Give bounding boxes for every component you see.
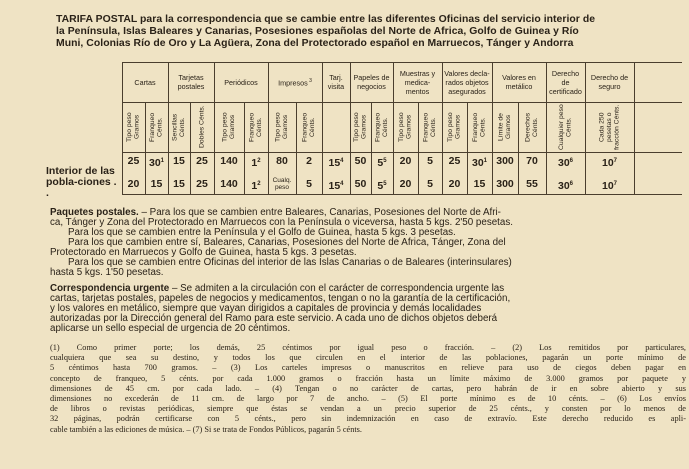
paquetes-paragraph: [50, 208, 682, 278]
table-cell-row2: 25: [196, 178, 208, 190]
table-cell-row1: 25: [127, 155, 140, 167]
table-cell-row2: $30^6$: [557, 180, 574, 191]
column-header: Cartas: [134, 77, 156, 87]
table-cell-row1: $5^5$: [377, 157, 387, 168]
column-subheader: Franqueo Cénts.: [422, 112, 437, 142]
table-cell-row2: $15^4$: [328, 180, 344, 191]
footnote-ref: 3: [307, 77, 312, 84]
paquetes-line: ca, Tánger y Zona del Protectorado en Marruecos con la Península o viceversa, hasta 5 kgs. 2'50 pesetas.: [50, 217, 513, 228]
column-subheader: Límite de Gramos: [497, 113, 512, 141]
table-cell-row1: 5: [427, 155, 433, 167]
document-title: [56, 14, 682, 51]
column-header: Derecho de seguro: [590, 73, 629, 91]
table-cell-row2: 55: [526, 178, 538, 190]
table-cell-row2: 15: [173, 178, 185, 190]
column-subheader: Tipo peso Gramos: [447, 112, 462, 142]
column-subheader: Tipo peso Gramos: [353, 112, 368, 142]
column-header: Tarjetas postales: [177, 73, 205, 91]
footnote-line: 32 páginas, podrán certificarse con 5 cénts., pero sin indemnización en caso de extravío. Este derecho reducido es apli-: [50, 414, 686, 424]
column-subheader: [323, 104, 349, 150]
table-rule: [122, 152, 682, 153]
urgente-line: autorizadas por la Dirección general del Ramo para este servicio. A cada uno de dichos objetos deberá: [50, 313, 498, 324]
table-cell-row1: 80: [276, 155, 288, 167]
urgente-line: aplicarse un sello especial de urgencia de 20 céntimos.: [50, 323, 291, 334]
table-cell-row1: 15: [173, 155, 185, 167]
footnote-line: dimensiones no excederán de 11 cm. de largo por 7 de ancho. – (5) El porte mínimo es de 10 cénts. – (6) Los envíos: [50, 394, 686, 404]
column-header: Muestras y medica-mentos: [399, 68, 436, 96]
table-cell-row1: $10^7$: [601, 157, 618, 168]
table-cell-row1: $30^6$: [557, 157, 574, 168]
table-cell-row2: 300: [496, 178, 514, 190]
table-cell-row2: 20: [399, 178, 412, 190]
table-cell-row1: $30^1$: [148, 157, 165, 168]
table-rule: [122, 194, 682, 195]
column-subheader: Franqueo Cénts.: [149, 112, 164, 142]
table-cell-row2: $1^2$: [251, 180, 261, 191]
column-header: Valores decla-rados objetos asegurados: [444, 68, 490, 96]
column-subheader: Tipo peso Gramos: [126, 112, 141, 142]
column-header: Impresos $^3$: [278, 77, 312, 88]
table-cell-row2: 15: [473, 178, 486, 190]
column-header: Tarj. visita: [327, 73, 345, 91]
column-subheader: Derechos Cénts.: [524, 112, 539, 142]
table-cell-row1: 20: [399, 155, 412, 167]
table-rule: [122, 102, 682, 103]
table-cell-row2: 20: [127, 178, 140, 190]
footnotes: [50, 343, 686, 435]
column-subheader: Sencillas Cénts.: [171, 113, 186, 141]
table-cell-row2: Cualq. peso: [272, 177, 292, 191]
row-label: Interior de las pobla-ciones . .: [46, 165, 117, 199]
table-cell-row1: $1^2$: [251, 157, 261, 168]
footnote-line: (1) Como primer porte; los demás, 25 céntimos por igual peso o fracción. – (2) Los remitidos por particulares,: [50, 343, 686, 352]
paquetes-line: hasta 5 kgs. 1'50 pesetas.: [50, 267, 164, 278]
footnote-line: concepto de franqueo, 5 cénts. por cada 1.000 gramos o fracción hasta un límite máximo de 3.000 gramos por paquete y: [50, 373, 686, 383]
column-subheader: Franqueo Cénts.: [472, 112, 487, 142]
table-cell-row2: 15: [150, 178, 163, 190]
table-cell-row1: $15^4$: [328, 157, 344, 168]
footnote-line: dimensiones de 45 cm. por cada lado. – (4) Tengan o no carácter de cartas, pero habrán de ir en sobre abierto y sus: [50, 383, 686, 393]
column-header: Papeles de negocios: [353, 73, 390, 91]
table-cell-row1: 25: [448, 155, 461, 167]
paquetes-title: Paquetes postales.: [50, 207, 139, 218]
column-header: Derecho de certificado: [549, 68, 582, 96]
column-subheader: Franqueo Cénts.: [301, 112, 316, 142]
table-cell-row1: 25: [196, 155, 208, 167]
urgente-paragraph: [50, 284, 682, 334]
urgente-line: y los valores en metálico, siempre que vayan dirigidos a capitales de provincia y demás localidades: [50, 303, 482, 314]
table-cell-row2: 50: [354, 178, 367, 190]
title-line: TARIFA POSTAL para la correspondencia que se cambie entre las diferentes Oficinas del servicio interior de: [56, 14, 596, 25]
column-header: Periódicos: [224, 77, 258, 87]
column-subheader: Tipo peso Gramos: [274, 112, 289, 142]
table-cell-row1: 300: [496, 155, 514, 167]
footnote-line: 5 céntimos hasta 700 gramos. – (3) Los carteles impresos o manuscritos en relieve para uso de ciegos deben pagar en: [50, 363, 686, 373]
column-header: Valores en metálico: [502, 73, 536, 91]
paquetes-line: Para los que se cambien entre la Península y el Golfo de Guinea, hasta 5 kgs. 3 pesetas.: [68, 227, 456, 238]
table-cell-row2: 20: [448, 178, 461, 190]
table-cell-row1: 70: [526, 155, 538, 167]
title-line: Muni, Colonias Río de Oro y La Agüera, Zona del Protectorado español en Marruecos, Tánger y Andorra: [56, 38, 574, 50]
table-cell-row2: 140: [220, 178, 238, 190]
paquetes-line: – Para los que se cambien entre Baleares, Canarias, Posesiones del Norte de Afri-: [138, 207, 501, 218]
table-cell-row2: $10^7$: [601, 180, 618, 191]
table-rule: [122, 62, 682, 63]
urgente-line: – Se admiten a la circulación con el carácter de correspondencia urgente las: [169, 283, 505, 294]
footnote-line: cable también a las ediciones de música. – (7) Si se trata de Fondos Públicos, pagarán 5 cénts.: [50, 424, 362, 434]
table-cell-row1: 50: [354, 155, 367, 167]
column-subheader: Tipo peso Gramos: [398, 112, 413, 142]
table-cell-row2: 5: [427, 178, 433, 190]
paquetes-line: Protectorado en Marruecos y Golfo de Guinea, hasta 5 kgs. 3 pesetas.: [50, 247, 357, 258]
paquetes-line: Para los que se cambien entre Oficinas del interior de las Islas Canarias o de Baleares (interinsulares): [68, 257, 512, 268]
paquetes-line: Para los que cambien entre sí, Baleares, Canarias, Posesiones del Norte de Africa, Tánger, Zona del: [68, 237, 506, 248]
urgente-title: Correspondencia urgente: [50, 283, 170, 294]
footnote-line: de libros o revistas periódicas, siempre que éstas se vendan a un precio superior de 25 cénts., y consten por lo menos de: [50, 404, 686, 414]
table-cell-row1: 140: [220, 155, 238, 167]
table-cell-row1: 2: [306, 155, 312, 167]
column-subheader: Tipo peso Gramos: [221, 112, 236, 142]
column-subheader: Cualquier peso Cénts.: [558, 104, 573, 150]
table-cell-row2: 5: [306, 178, 312, 190]
table-rule: [634, 102, 635, 194]
column-subheader: Franqueo Cénts.: [374, 112, 389, 142]
column-subheader: Franqueo Cénts.: [248, 112, 263, 142]
table-cell-row1: $30^1$: [471, 157, 488, 168]
column-subheader: Dobles Cénts.: [198, 105, 206, 149]
title-line: la Península, Islas Baleares y Canarias, Posesiones españolas del Norte de Africa, Golfo de Guinea y Río: [56, 26, 579, 38]
urgente-line: cartas, tarjetas postales, papeles de negocios y medicamentos, tengan o no la garantía de la certificación,: [50, 293, 511, 304]
footnote-line: cualquiera que sea su destino, y todos los que circulen en el interior de las poblaciones, pagarán un porte mínimo de: [50, 353, 686, 363]
table-cell-row2: $5^5$: [377, 180, 387, 191]
column-subheader: Cada 250 pesetas o fracción Cénts.: [598, 104, 621, 150]
